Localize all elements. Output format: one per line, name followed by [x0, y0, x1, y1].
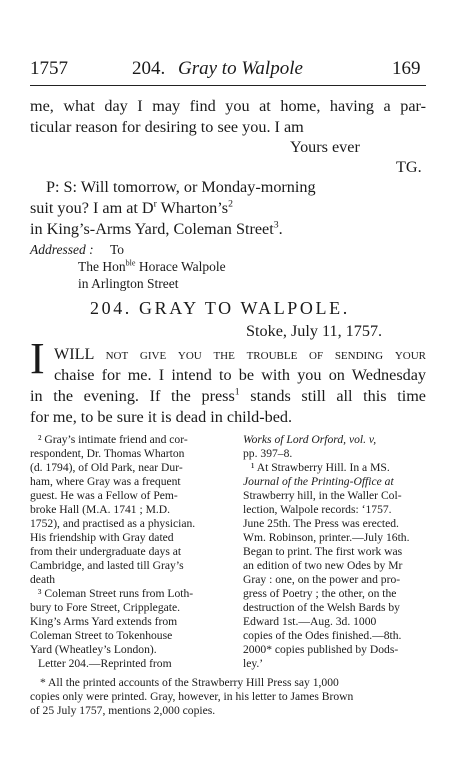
footnote-line: an edition of two new Odes by Mr [243, 559, 403, 572]
footnote-line: Yard (Wheatley’s London). [30, 643, 157, 656]
prev-letter-line-2: ticular reason for desiring to see you. I am [30, 118, 304, 136]
letter-line-2: chaise for me. I intend to be with you on Wednesday [54, 366, 426, 384]
ps-line3-text: in King’s-Arms Yard, Coleman Street [30, 220, 274, 238]
closing: Yours ever [290, 138, 360, 156]
footnote-line: Cambridge, and lasted till Gray’s [30, 559, 184, 572]
footnote-line: (d. 1794), of Old Park, near Dur- [30, 461, 183, 474]
footnote-line: 2000* copies published by Dods- [243, 643, 399, 656]
letter-line-1: WILL not give you the trouble of sending your [54, 345, 426, 363]
address-line-1 [78, 259, 226, 275]
footnotes-right [243, 433, 428, 671]
running-title [132, 58, 303, 80]
footnotes-left [30, 433, 230, 671]
addressed-to: To [110, 242, 125, 257]
letter-heading: 204. GRAY TO WALPOLE. [90, 298, 350, 318]
footnote-line: ham, where Gray was a frequent [30, 475, 181, 488]
address1-name: Horace Walpole [135, 259, 226, 274]
ps-text-a: suit you? I am at D [30, 199, 154, 217]
footnote-line: lection, Walpole records: ‘1757. [243, 503, 392, 516]
postscript-line-3 [30, 220, 283, 239]
letter-line3-a: in the evening. If the press [30, 387, 235, 405]
footnote-ref-2: 2 [228, 198, 233, 210]
footnote-ref-1: 1 [234, 386, 240, 398]
addressed-label: Addressed : [30, 242, 94, 257]
footnote-line: Journal of the Printing-Office at [243, 475, 394, 488]
footnote-line: King’s Arms Yard extends from [30, 615, 178, 628]
address1-sup: ble [125, 258, 136, 268]
footnote-line: Strawberry hill, in the Waller Col- [243, 489, 402, 502]
bottom-note-line: * All the printed accounts of the Strawberry Hill Press say 1,000 [40, 676, 339, 689]
footnote-line: from their undergraduate days at [30, 545, 182, 558]
prev-letter-line-1: me, what day I may find you at home, having a par- [30, 97, 426, 115]
footnote-line: Began to print. The first work was [243, 545, 403, 558]
footnote-line: 1752), and practised as a physician. [30, 517, 196, 530]
footnote-line: Edward 1st.—Aug. 3d. 1000 [243, 615, 377, 628]
footnote-line: pp. 397–8. [243, 447, 293, 460]
ps-text-b: Wharton’s [156, 199, 229, 217]
bottom-note [30, 676, 428, 718]
footnote-line: Works of Lord Orford, vol. v, [243, 433, 377, 446]
bottom-note-line: copies only were printed. Gray, however, in his letter to James Brown [30, 690, 354, 703]
ps-line3-period: . [278, 220, 283, 238]
footnote-line: Letter 204.—Reprinted from [38, 657, 172, 670]
drop-cap: I [30, 334, 45, 383]
footnote-line: ¹ At Strawberry Hill. In a MS. [251, 461, 390, 474]
postscript-line-2 [30, 199, 233, 218]
ps-sup-r: r [153, 198, 157, 210]
footnote-line: gress of Poetry ; the other, on the [243, 587, 397, 600]
address1-text: The Hon [78, 259, 126, 274]
footnote-line: guest. He was a Fellow of Pem- [30, 489, 178, 502]
footnote-line: Coleman Street to Tokenhouse [30, 629, 173, 642]
footnote-line: Gray : one, on the power and pro- [243, 573, 401, 586]
footnote-line: ley.’ [243, 657, 264, 670]
footnote-line: destruction of the Welsh Bards by [243, 601, 400, 614]
address-line-2: in Arlington Street [78, 276, 179, 291]
footnote-line: death [30, 573, 56, 586]
letter-line3-b: stands still all this time [239, 387, 426, 405]
footnote-line: respondent, Dr. Thomas Wharton [30, 447, 185, 460]
signature: TG. [396, 158, 422, 176]
footnote-line: Wm. Robinson, printer.—July 16th. [243, 531, 410, 544]
footnote-line: bury to Fore Street, Cripplegate. [30, 601, 181, 614]
footnote-ref-3: 3 [273, 219, 279, 231]
running-year: 1757 [30, 58, 68, 79]
footnote-line: ³ Coleman Street runs from Loth- [38, 587, 194, 600]
letter-line-3 [30, 387, 426, 406]
page-number: 169 [392, 58, 421, 79]
header-rule [30, 85, 426, 86]
letter-line-4: for me, to be sure it is dead in child-bed. [30, 408, 293, 426]
postscript-line-1: P: S: Will tomorrow, or Monday-morning [46, 178, 316, 196]
footnote-line: His friendship with Gray dated [30, 531, 174, 544]
footnote-line: ² Gray’s intimate friend and cor- [38, 433, 188, 446]
footnote-line: June 25th. The Press was erected. [243, 517, 399, 530]
running-title-name: Gray to Walpole [178, 58, 303, 79]
footnote-line: copies of the Odes finished.—8th. [243, 629, 402, 642]
place-date: Stoke, July 11, 1757. [246, 322, 383, 340]
running-title-number: 204. [132, 58, 166, 79]
bottom-note-line: of 25 July 1757, mentions 2,000 copies. [30, 704, 216, 717]
footnote-line: broke Hall (M.A. 1741 ; M.D. [30, 503, 171, 516]
